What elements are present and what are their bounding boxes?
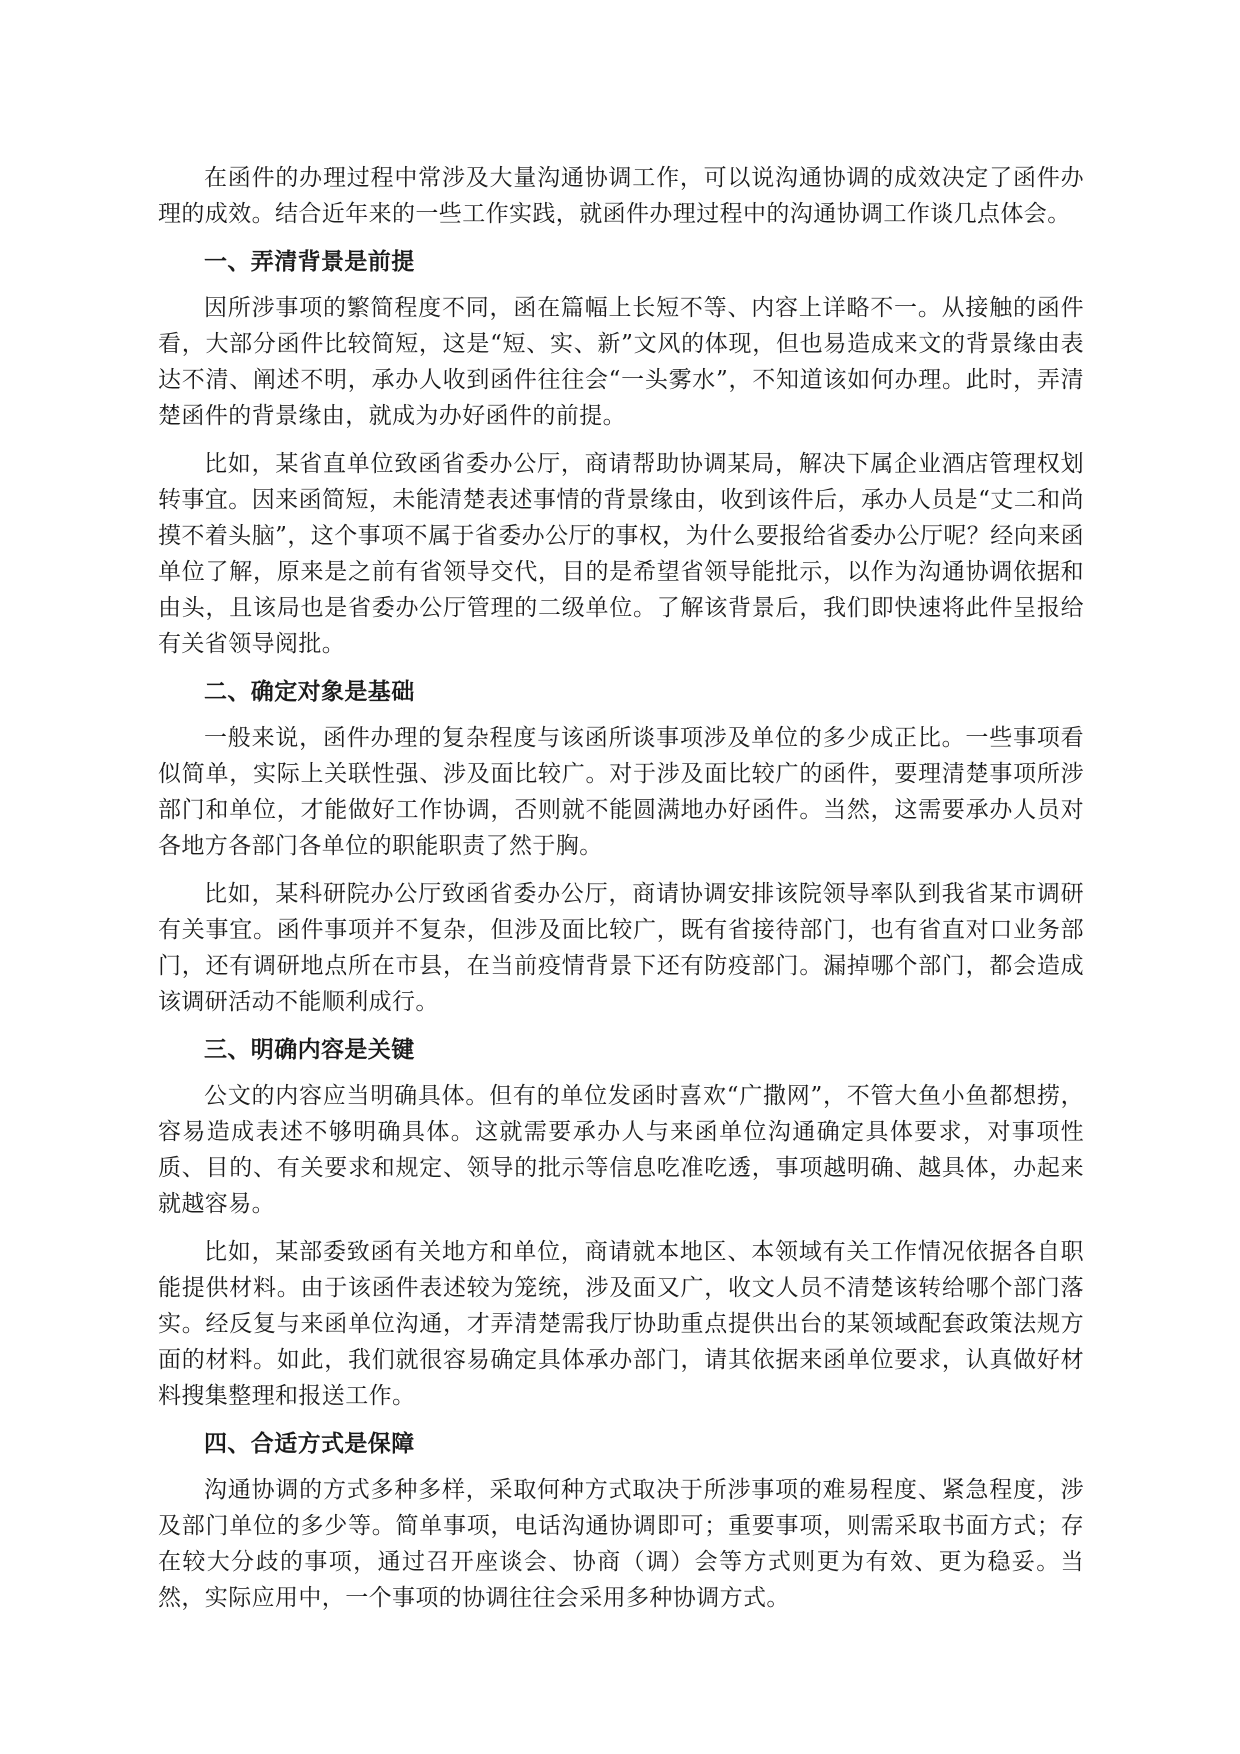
section-heading-2: 二、确定对象是基础 bbox=[204, 678, 415, 705]
intro-paragraph: 在函件的办理过程中常涉及大量沟通协调工作，可以说沟通协调的成效决定了函件办理的成效。结合近年来的一些工作实践，就函件办理过程中的沟通协调工作谈几点体会。 bbox=[158, 165, 1084, 227]
section-heading-1: 一、弄清背景是前提 bbox=[204, 248, 415, 275]
section-1-paragraph-1: 因所涉事项的繁简程度不同，函在篇幅上长短不等、内容上详略不一。从接触的函件看，大部分函件比较简短，这是“短、实、新”文风的体现，但也易造成来文的背景缘由表达不清、阐述不明，承办人收到函件往往会“一头雾水”，不知道该如何办理。此时，弄清楚函件的背景缘由，就成为办好函件的前提。 bbox=[158, 295, 1084, 429]
section-heading-3: 三、明确内容是关键 bbox=[204, 1036, 415, 1063]
section-3-paragraph-1: 公文的内容应当明确具体。但有的单位发函时喜欢“广撒网”，不管大鱼小鱼都想捞，容易造成表述不够明确具体。这就需要承办人与来函单位沟通确定具体要求，对事项性质、目的、有关要求和规定、领导的批示等信息吃准吃透，事项越明确、越具体，办起来就越容易。 bbox=[158, 1083, 1084, 1217]
section-3-paragraph-2: 比如，某部委致函有关地方和单位，商请就本地区、本领域有关工作情况依据各自职能提供材料。由于该函件表述较为笼统，涉及面又广，收文人员不清楚该转给哪个部门落实。经反复与来函单位沟通，才弄清楚需我厅协助重点提供出台的某领域配套政策法规方面的材料。如此，我们就很容易确定具体承办部门，请其依据来函单位要求，认真做好材料搜集整理和报送工作。 bbox=[158, 1239, 1084, 1409]
document-body bbox=[158, 160, 1084, 1628]
section-4-paragraph-1: 沟通协调的方式多种多样，采取何种方式取决于所涉事项的难易程度、紧急程度，涉及部门单位的多少等。简单事项，电话沟通协调即可；重要事项，则需采取书面方式；存在较大分歧的事项，通过召开座谈会、协商（调）会等方式则更为有效、更为稳妥。当然，实际应用中，一个事项的协调往往会采用多种协调方式。 bbox=[158, 1477, 1084, 1611]
section-1-paragraph-2: 比如，某省直单位致函省委办公厅，商请帮助协调某局，解决下属企业酒店管理权划转事宜。因来函简短，未能清楚表述事情的背景缘由，收到该件后，承办人员是“丈二和尚摸不着头脑”，这个事项不属于省委办公厅的事权，为什么要报给省委办公厅呢？经向来函单位了解，原来是之前有省领导交代，目的是希望省领导能批示，以作为沟通协调依据和由头，且该局也是省委办公厅管理的二级单位。了解该背景后，我们即快速将此件呈报给有关省领导阅批。 bbox=[158, 451, 1084, 657]
section-2-paragraph-1: 一般来说，函件办理的复杂程度与该函所谈事项涉及单位的多少成正比。一些事项看似简单，实际上关联性强、涉及面比较广。对于涉及面比较广的函件，要理清楚事项所涉部门和单位，才能做好工作协调，否则就不能圆满地办好函件。当然，这需要承办人员对各地方各部门各单位的职能职责了然于胸。 bbox=[158, 725, 1084, 859]
section-heading-4: 四、合适方式是保障 bbox=[204, 1430, 415, 1457]
section-2-paragraph-2: 比如，某科研院办公厅致函省委办公厅，商请协调安排该院领导率队到我省某市调研有关事宜。函件事项并不复杂，但涉及面比较广，既有省接待部门，也有省直对口业务部门，还有调研地点所在市县，在当前疫情背景下还有防疫部门。漏掉哪个部门，都会造成该调研活动不能顺利成行。 bbox=[158, 881, 1084, 1015]
